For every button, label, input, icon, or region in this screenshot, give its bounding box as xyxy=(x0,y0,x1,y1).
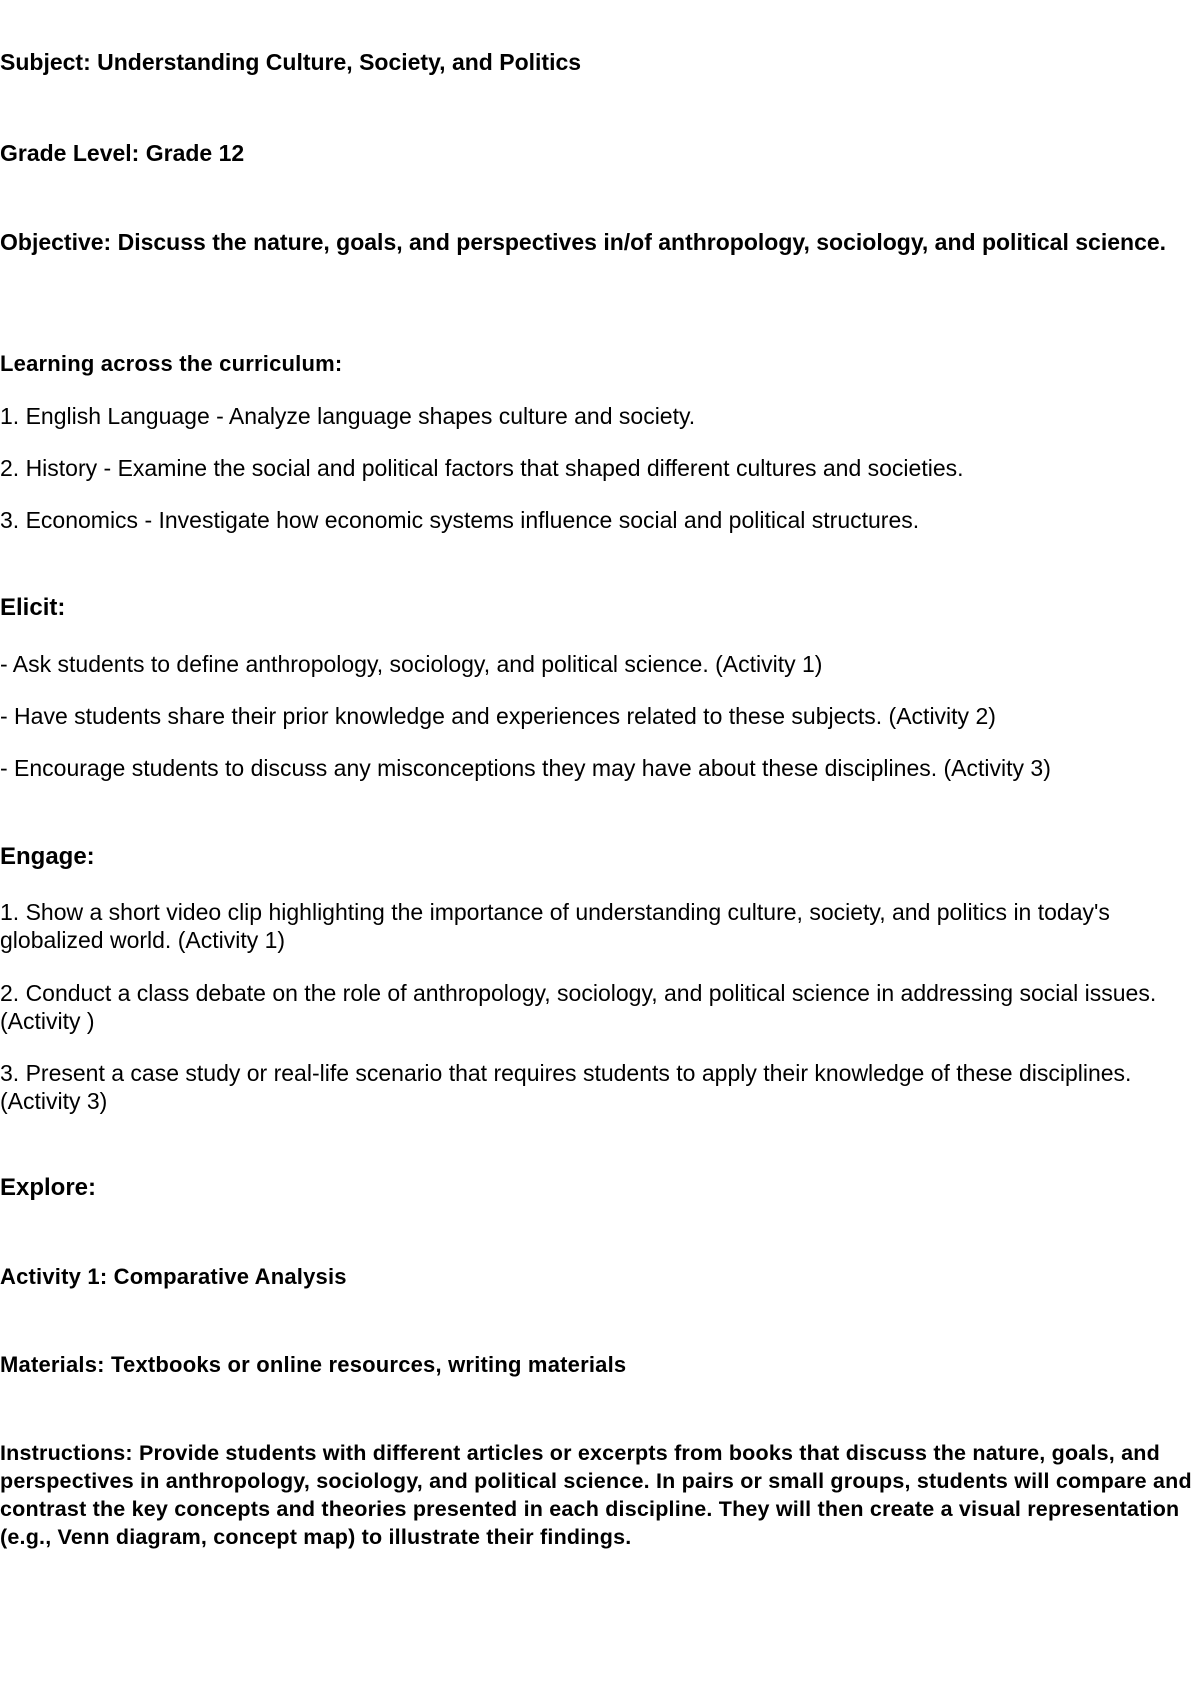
subject-line: Subject: Understanding Culture, Society, and Politics xyxy=(0,49,582,75)
learning-across-item: 3. Economics - Investigate how economic systems influence social and political structures. xyxy=(0,507,920,533)
elicit-heading: Elicit: xyxy=(0,594,66,621)
explore-heading: Explore: xyxy=(0,1174,97,1201)
activity-title: Activity 1: Comparative Analysis xyxy=(0,1264,347,1289)
learning-across-item: 2. History - Examine the social and political factors that shaped different cultures and societies. xyxy=(0,455,964,481)
engage-heading: Engage: xyxy=(0,843,95,870)
elicit-item: - Ask students to define anthropology, sociology, and political science. (Activity 1) xyxy=(0,651,823,677)
grade-level-line: Grade Level: Grade 12 xyxy=(0,140,245,166)
elicit-item: - Have students share their prior knowledge and experiences related to these subjects. (Activity 2) xyxy=(0,703,996,729)
engage-item: 3. Present a case study or real-life scenario that requires students to apply their knowledge of these disciplines. (Activity 3) xyxy=(0,1060,1132,1114)
instructions-paragraph: Instructions: Provide students with different articles or excerpts from books that discuss the nature, goals, and perspectives in anthropology, sociology, and political science. In pairs or small groups, students will compare and contrast the key concepts and theories presented in each discipline. They will then create a visual representation (e.g., Venn diagram, concept map) to illustrate their findings. xyxy=(0,1441,1192,1549)
learning-across-item: 1. English Language - Analyze language shapes culture and society. xyxy=(0,403,696,429)
engage-item: 2. Conduct a class debate on the role of anthropology, sociology, and political science in addressing social issues. (Activity ) xyxy=(0,980,1157,1034)
engage-item: 1. Show a short video clip highlighting the importance of understanding culture, society, and politics in today's globalized world. (Activity 1) xyxy=(0,899,1110,953)
materials-line: Materials: Textbooks or online resources, writing materials xyxy=(0,1352,627,1377)
elicit-item: - Encourage students to discuss any misconceptions they may have about these disciplines. (Activity 3) xyxy=(0,755,1051,781)
learning-across-heading: Learning across the curriculum: xyxy=(0,351,343,376)
objective-line: Objective: Discuss the nature, goals, and perspectives in/of anthropology, sociology, and political science. xyxy=(0,229,1167,255)
